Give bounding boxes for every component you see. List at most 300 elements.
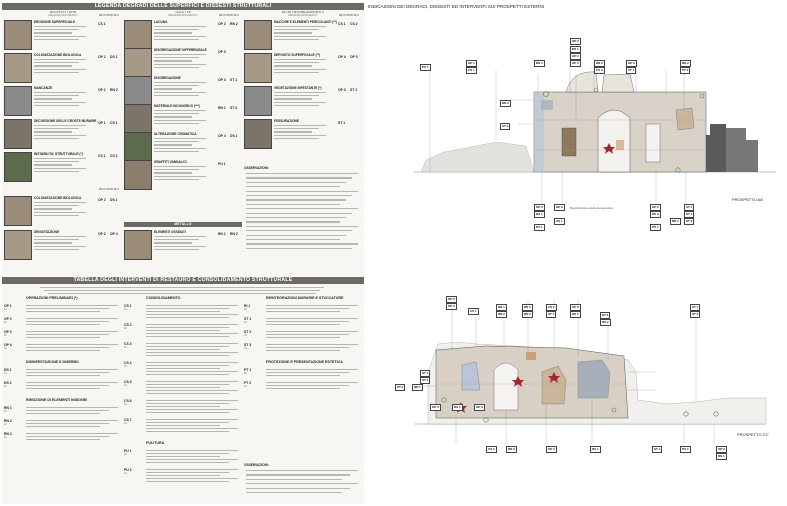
- legend-desc-line: [154, 176, 206, 177]
- table-desc-line: [26, 439, 100, 440]
- legend-desc-line: [34, 26, 86, 27]
- table-section-head: CONSOLIDAMENTO: [146, 296, 181, 300]
- intervention-code: OP 3: [338, 88, 346, 92]
- observation-line: [246, 226, 358, 227]
- legend-desc-line: [34, 69, 86, 70]
- intervention-tag: ST 2: [502, 124, 509, 128]
- table-desc-line: [26, 372, 109, 373]
- table-desc-line: [146, 343, 238, 344]
- legend-col2-sub: DEGRADO/DISSESTO: [168, 13, 198, 17]
- intervention-tag: RN 1: [414, 385, 421, 389]
- observation-line: [246, 221, 340, 222]
- legend-desc-line: [154, 88, 192, 89]
- legend-col1-sub: DEGRADO/DISSESTO: [48, 13, 78, 17]
- intervention-code: ST 2: [230, 106, 238, 110]
- intervention-tag: DS 1: [718, 454, 725, 458]
- elevation-cc: [414, 300, 766, 444]
- observation-line: [246, 239, 340, 240]
- table-intro-line: [48, 293, 316, 294]
- intervention-tag: ST 2: [692, 312, 699, 316]
- intervention-code: ST 1: [350, 88, 358, 92]
- legend-desc-line: [154, 95, 199, 96]
- observation-line: [246, 186, 340, 187]
- intervention-tag: PU 1: [682, 447, 689, 451]
- observation-line: [246, 213, 352, 214]
- table-desc-line: [146, 368, 220, 369]
- legend-desc-line: [34, 135, 86, 136]
- intervention-code: CS 5: [124, 380, 132, 384]
- table-section-head: PROTEZIONE E PRESENTAZIONE ESTETICA: [266, 360, 343, 364]
- legend-swatch: [4, 20, 32, 50]
- intervention-unit: m²: [4, 436, 7, 439]
- table-desc-line: [26, 334, 109, 335]
- intervention-code: OP 2: [98, 198, 106, 202]
- legend-desc-line: [274, 29, 319, 30]
- table-desc-line: [146, 346, 229, 347]
- intervention-unit: m²: [124, 365, 127, 368]
- table-desc-line: [26, 324, 100, 325]
- table-desc-line: [266, 369, 358, 370]
- legend-desc-line: [34, 239, 79, 240]
- intervention-tag: PU 1: [652, 225, 659, 229]
- intervention-code: DS 1: [110, 55, 118, 59]
- table-intro-line: [44, 290, 320, 291]
- legend-entry: [4, 152, 122, 182]
- intervention-tag: CS 2: [548, 305, 555, 309]
- intervention-tag: OP 3: [628, 61, 635, 65]
- intervention-unit: m²: [124, 472, 127, 475]
- intervention-unit: m²: [244, 308, 247, 311]
- table-desc-line: [146, 406, 220, 407]
- table-desc-line: [26, 423, 109, 424]
- intervention-code: CS 6: [124, 399, 132, 403]
- legend-desc-line: [34, 62, 79, 63]
- table-desc-line: [26, 308, 109, 309]
- legend-swatch: [4, 230, 32, 260]
- table-desc-line: [26, 436, 109, 437]
- table-row-code: [4, 317, 12, 324]
- legend-entry: [244, 86, 362, 116]
- intervention-tag: CS 1: [468, 68, 475, 72]
- legend-desc-line: [154, 144, 192, 145]
- legend-entry: [124, 132, 242, 162]
- intervention-unit: m²: [4, 334, 7, 337]
- legend-entry: [124, 48, 242, 78]
- table-desc-line: [146, 381, 238, 382]
- legend-desc-line: [154, 148, 206, 149]
- legend-desc-line: [34, 72, 79, 73]
- intervention-unit: m²: [4, 321, 7, 324]
- intervention-code: PT 1: [244, 368, 252, 372]
- elevations-svg: [366, 0, 787, 506]
- intervention-code: OP 4: [110, 232, 118, 236]
- legend-entry: [4, 20, 122, 50]
- legend-entry-title: INSTABILITA' STRUTTURALE (*): [34, 152, 83, 156]
- legend-desc-line: [154, 242, 192, 243]
- legend-desc-line: [274, 131, 312, 132]
- table-desc-line: [26, 331, 118, 332]
- legend-desc-line: [274, 95, 319, 96]
- legend-swatch: [124, 20, 152, 50]
- table-desc-line: [266, 308, 349, 309]
- legend-desc-line: [154, 120, 206, 121]
- legend-entry-title: GRAFFITI VANDALICI: [154, 160, 187, 164]
- intervention-tag: DS 2: [602, 320, 609, 324]
- table-row-code: [244, 368, 251, 375]
- table-desc-line: [26, 413, 100, 414]
- legend-desc-line: [274, 98, 312, 99]
- table-desc-line: [146, 327, 229, 328]
- legend-desc-line: [34, 212, 86, 213]
- legend-desc-line: [154, 26, 206, 27]
- intervention-tag: ST 1: [422, 371, 429, 375]
- table-row-code: [124, 399, 132, 406]
- legend-desc-line: [34, 39, 79, 40]
- legend-metal-head: METALLO: [124, 222, 242, 227]
- table-desc-line: [146, 450, 238, 451]
- intervention-code: CS 2: [124, 323, 132, 327]
- table-desc-line: [26, 385, 109, 386]
- drawing-note: Ramificazione della temperatura: [570, 206, 614, 210]
- intervention-tag: PU 1: [536, 225, 543, 229]
- intervention-tag: RN 2: [498, 312, 505, 316]
- legend-desc-line: [274, 32, 312, 33]
- table-desc-line: [146, 453, 229, 454]
- legend-swatch: [124, 76, 152, 106]
- intervention-tag: ST 1: [548, 312, 555, 316]
- intervention-tag: CS 2: [596, 68, 603, 72]
- legend-title: LEGENDA DEGRADI DELLE SUPERFICI E DISSESTI STRUTTURALI: [2, 3, 364, 10]
- intervention-tag: DS 1: [572, 47, 579, 51]
- legend-swatch: [124, 160, 152, 190]
- intervention-code: DS 1: [110, 198, 118, 202]
- legend-entry: [244, 53, 362, 83]
- table-desc-line: [26, 344, 118, 345]
- intervention-code: CS 1: [338, 22, 346, 26]
- legend-desc-line: [34, 102, 86, 103]
- legend-swatch: [244, 20, 272, 50]
- table-desc-line: [26, 407, 118, 408]
- table-row-code: [244, 381, 251, 388]
- legend-swatch: [124, 104, 152, 134]
- intervention-unit: m²: [124, 327, 127, 330]
- table-row-code: [244, 343, 251, 350]
- legend-entry: [124, 230, 242, 260]
- legend-desc-line: [154, 138, 206, 139]
- table-desc-line: [146, 456, 220, 457]
- table-desc-line: [146, 324, 238, 325]
- legend-entry-title: DISGREGAZIONE DIFFERENZIALE: [154, 48, 207, 52]
- legend-entry-title: VEGETAZIONE INFESTANTE (*): [274, 86, 322, 90]
- intervention-code: RN 2: [110, 88, 118, 92]
- legend-entry-title: DECOESIONE DELLE CROSTE MURARIE: [34, 119, 97, 123]
- legend-desc-line: [34, 125, 86, 126]
- table-desc-line: [26, 350, 100, 351]
- table-desc-line: [26, 410, 109, 411]
- table-row-code: [124, 304, 132, 311]
- intervention-tag: RN 1: [672, 219, 679, 223]
- intervention-unit: m²: [4, 372, 7, 375]
- legend-desc-line: [274, 125, 326, 126]
- legend-entry: [244, 119, 362, 149]
- legend-desc-line: [154, 54, 206, 55]
- intervention-tag: OP 2: [572, 39, 579, 43]
- intervention-tag: RN 3: [508, 447, 515, 451]
- intervention-tag: RN 2: [682, 61, 689, 65]
- table-desc-line: [266, 337, 340, 338]
- intervention-tag: OP 3: [476, 405, 483, 409]
- legend-entry-title: COLONIZZAZIONE BIOLOGICA: [34, 53, 82, 57]
- table-desc-line: [146, 472, 229, 473]
- observation-line: [246, 470, 358, 471]
- legend-col3-sub: DEGRADO/DISSESTO: [288, 13, 318, 17]
- intervention-unit: m²: [124, 346, 127, 349]
- table-desc-line: [146, 431, 229, 432]
- intervention-code: ST 2: [244, 330, 252, 334]
- table-desc-line: [26, 388, 100, 389]
- table-row-code: [244, 317, 251, 324]
- table-desc-line: [266, 334, 349, 335]
- legend-desc-line: [154, 92, 206, 93]
- intervention-code: CS 2: [110, 154, 118, 158]
- intervention-tag: ST 1: [686, 212, 693, 216]
- table-desc-line: [26, 321, 109, 322]
- legend-desc-line: [34, 36, 86, 37]
- legend-desc-line: [274, 36, 326, 37]
- intervention-code: OP 3: [350, 55, 358, 59]
- legend-desc-line: [154, 67, 199, 68]
- intervention-code: OP 4: [218, 134, 226, 138]
- legend-entry-title: EROSIONE SUPERFICIALE: [34, 20, 76, 24]
- intervention-tag: RN 2: [524, 312, 531, 316]
- table-desc-line: [146, 481, 229, 482]
- intervention-unit: m²: [4, 423, 7, 426]
- legend-desc-line: [154, 236, 206, 237]
- table-desc-line: [26, 311, 100, 312]
- legend-desc-line: [34, 236, 86, 237]
- legend-desc-line: [154, 166, 206, 167]
- intervention-code: DS 1: [4, 368, 12, 372]
- legend-desc-line: [34, 171, 79, 172]
- intervention-tag: PU 1: [422, 65, 429, 69]
- observation-line: [246, 492, 342, 493]
- table-desc-line: [266, 344, 358, 345]
- intervention-code: RN 2: [4, 419, 12, 423]
- legend-entry: [124, 160, 242, 190]
- legend-swatch: [4, 152, 32, 182]
- legend-entry-title: LACUNA: [154, 20, 168, 24]
- prospetto-aa-label: PROSPETTO AA': [732, 197, 764, 202]
- intervention-tag: OP 1: [468, 61, 475, 65]
- table-row-code: [4, 381, 12, 388]
- intervention-code: ST 1: [230, 78, 238, 82]
- table-desc-line: [146, 393, 229, 394]
- table-desc-line: [26, 318, 118, 319]
- legend-entry-title: ALTERAZIONE CROMATICA: [154, 132, 197, 136]
- table-desc-line: [146, 412, 229, 413]
- intervention-tag: CS 1: [470, 309, 477, 313]
- table-desc-line: [26, 420, 118, 421]
- table-desc-line: [146, 305, 238, 306]
- legend-col1-int: INTERVENTI: [98, 14, 120, 17]
- intervention-code: OP 1: [98, 121, 106, 125]
- legend-col3-int: INTERVENTI: [338, 14, 360, 17]
- intervention-code: DS 1: [230, 134, 238, 138]
- legend-desc-line: [34, 168, 86, 169]
- legend-col2-int: INTERVENTI: [218, 14, 240, 17]
- legend-desc-line: [34, 164, 72, 165]
- legend-desc-line: [274, 138, 319, 139]
- table-desc-line: [146, 419, 238, 420]
- table-desc-line: [266, 318, 358, 319]
- intervention-tag: OP 2: [432, 405, 439, 409]
- legend-desc-line: [154, 64, 206, 65]
- legend-entry: [4, 230, 122, 260]
- legend-desc-line: [274, 102, 326, 103]
- legend-swatch: [4, 196, 32, 226]
- legend-desc-line: [34, 249, 79, 250]
- legend-desc-line: [34, 242, 72, 243]
- intervention-code: OP 4: [4, 343, 12, 347]
- legend-desc-line: [34, 158, 86, 159]
- table-desc-line: [146, 308, 229, 309]
- legend-swatch: [124, 132, 152, 162]
- observation-line: [246, 195, 352, 196]
- intervention-tag: OP 3: [572, 61, 579, 65]
- legend-desc-line: [154, 29, 199, 30]
- table-desc-line: [266, 331, 358, 332]
- legend-desc-line: [154, 116, 192, 117]
- intervention-code: OP 2: [98, 232, 106, 236]
- intervention-code: CS 1: [98, 154, 106, 158]
- intervention-tag: DS 1: [536, 212, 543, 216]
- table-section-head: RIMOZIONE DI ELEMENTI INIDONEI: [26, 398, 88, 402]
- legend-entry-title: DENOSTAZIONE: [34, 230, 60, 234]
- intervention-code: ST 1: [244, 317, 252, 321]
- legend-desc-line: [34, 128, 79, 129]
- intervention-tag: DS 1: [592, 447, 599, 451]
- table-desc-line: [146, 478, 238, 479]
- legend-desc-line: [34, 131, 72, 132]
- legend-entry-title: MANCANZE: [34, 86, 53, 90]
- intervention-unit: m²: [124, 384, 127, 387]
- intervention-code: RN 3: [4, 432, 12, 436]
- observation-line: [246, 488, 350, 489]
- intervention-code: RN 2: [230, 232, 238, 236]
- observation-line: [246, 217, 346, 218]
- legend-desc-line: [274, 59, 326, 60]
- intervention-tag: PT 2: [397, 385, 404, 389]
- intervention-tag: OP 3: [572, 305, 579, 309]
- legend-entry: [4, 119, 122, 149]
- table-title: TABELLA DEGLI INTERVENTI DI RESTAURO E CONSOLIDAMENTO STRUTTURALE: [2, 277, 364, 284]
- legend-entry: [244, 20, 362, 50]
- legend-swatch: [4, 86, 32, 116]
- intervention-tag: ST 1: [628, 68, 635, 72]
- table-desc-line: [26, 369, 118, 370]
- table-row-code: [4, 304, 12, 311]
- observation-line: [246, 243, 358, 244]
- table-desc-line: [146, 462, 229, 463]
- legend-desc-line: [154, 246, 206, 247]
- observation-line: [246, 199, 346, 200]
- table-row-code: [124, 418, 132, 425]
- table-desc-line: [26, 426, 100, 427]
- intervention-tag: OP 2: [448, 297, 455, 301]
- legend-entry-title: ELEMENTI OSSIDATI: [154, 230, 186, 234]
- intervention-tag: OP 3: [448, 304, 455, 308]
- legend-desc-line: [274, 62, 319, 63]
- intervention-code: CS 2: [350, 22, 358, 26]
- legend-desc-line: [274, 135, 326, 136]
- legend-desc-line: [274, 92, 326, 93]
- table-desc-line: [146, 333, 238, 334]
- legend-desc-line: [154, 141, 199, 142]
- intervention-code: OP 1: [4, 304, 12, 308]
- legend-entry: [124, 76, 242, 106]
- table-desc-line: [146, 409, 238, 410]
- intervention-tag: CS 1: [488, 447, 495, 451]
- legend-swatch: [124, 48, 152, 78]
- intervention-tag: ST 2: [686, 219, 693, 223]
- legend-swatch: [244, 119, 272, 149]
- legend-desc-line: [154, 39, 199, 40]
- legend-swatch: [4, 53, 32, 83]
- legend-desc-line: [154, 239, 199, 240]
- legend-desc-line: [34, 92, 86, 93]
- intervention-tag: ST 2: [422, 378, 429, 382]
- table-row-code: [124, 361, 132, 368]
- legend-desc-line: [274, 105, 319, 106]
- legend-swatch: [124, 230, 152, 260]
- intervention-code: CS 1: [124, 304, 132, 308]
- legend-desc-line: [34, 208, 72, 209]
- table-desc-line: [26, 382, 118, 383]
- legend-entry-title: MACCHIE E ELEMENTI PERICOLANTI (**): [274, 20, 337, 24]
- legend-desc-line: [274, 39, 319, 40]
- table-section-head: DISINFESTAZIONE E DISERBO: [26, 360, 79, 364]
- table-desc-line: [146, 459, 238, 460]
- observation-line: [246, 483, 358, 484]
- legend-entry: [4, 196, 122, 226]
- intervention-code: OP 3: [218, 78, 226, 82]
- legend-desc-line: [274, 26, 326, 27]
- table-desc-line: [26, 305, 118, 306]
- intervention-code: CS 7: [124, 418, 132, 422]
- legend-desc-line: [34, 205, 79, 206]
- legend-desc-line: [154, 110, 206, 111]
- observation-line: [246, 230, 352, 231]
- table-row-code: [124, 449, 132, 456]
- legend-entry: [4, 86, 122, 116]
- intervention-code: OP 2: [98, 55, 106, 59]
- legend-desc-line: [34, 29, 79, 30]
- legend-desc-line: [154, 249, 199, 250]
- legend-desc-line: [34, 105, 79, 106]
- intervention-tag: OP 2: [572, 54, 579, 58]
- table-desc-line: [266, 372, 349, 373]
- legend-entry: [4, 53, 122, 83]
- legend-desc-line: [34, 95, 79, 96]
- intervention-tag: ST 1: [692, 305, 699, 309]
- intervention-unit: m²: [124, 422, 127, 425]
- table-desc-line: [146, 422, 229, 423]
- intervention-unit: m²: [4, 308, 7, 311]
- table-desc-line: [266, 350, 340, 351]
- table-desc-line: [266, 321, 349, 322]
- observation-line: [246, 248, 352, 249]
- table-intro-line: [40, 287, 324, 288]
